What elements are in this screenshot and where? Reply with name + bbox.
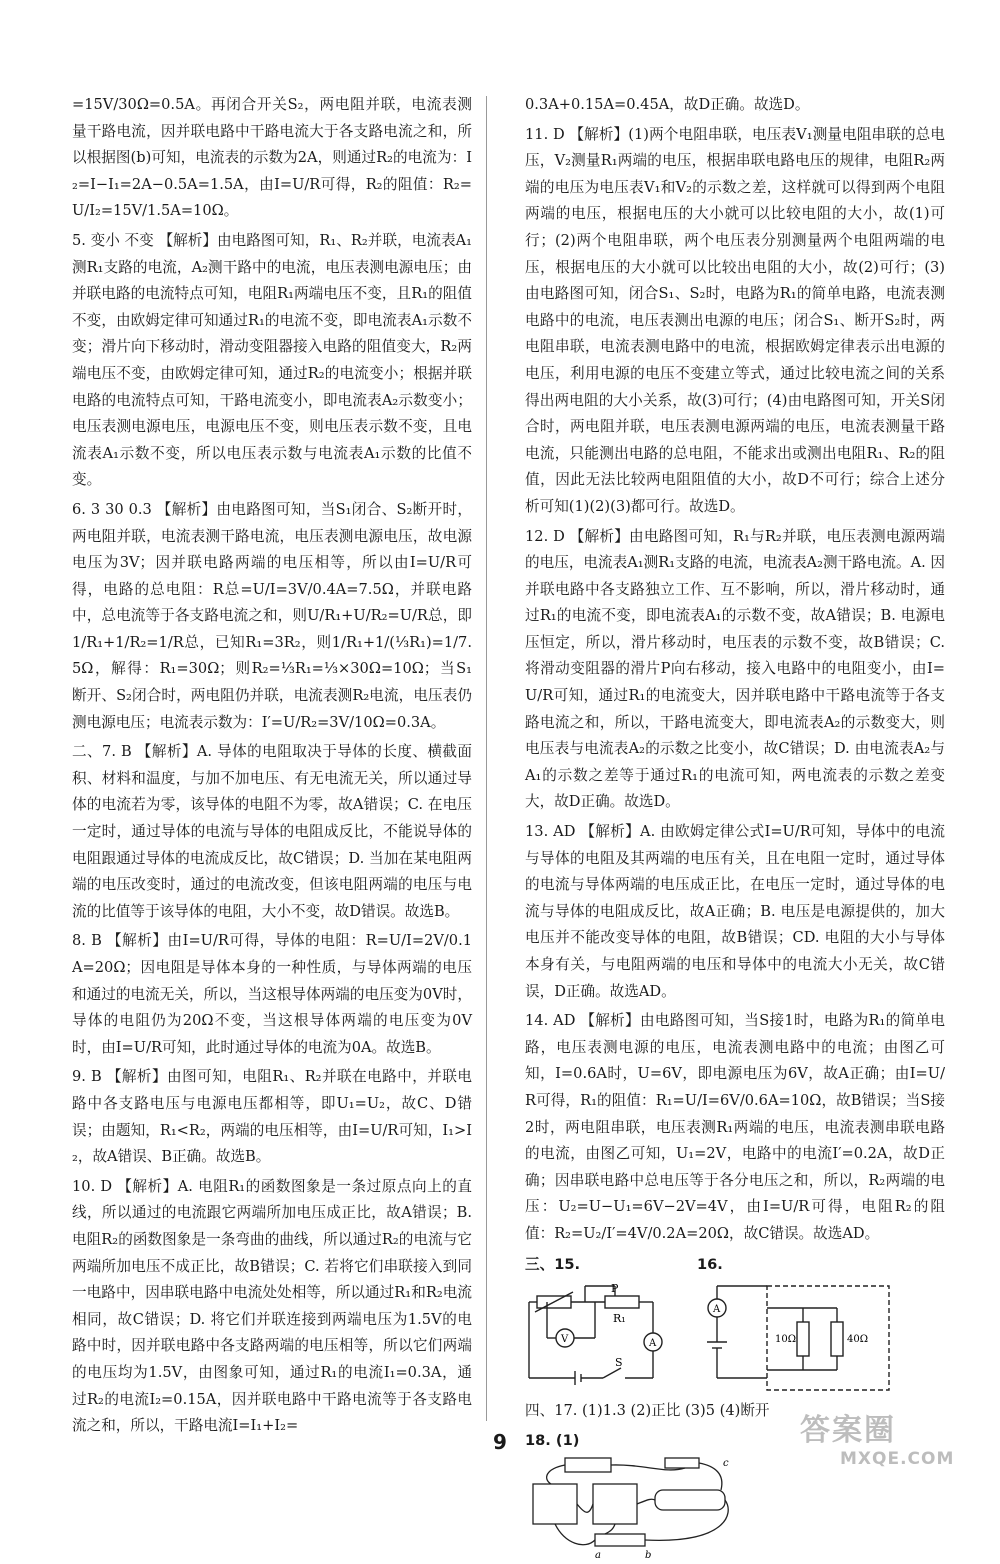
answer-5: 5. 变小 不变 【解析】由电路图可知，R₁、R₂并联，电流表A₁测R₁支路的电流，A₂测干路中的电流，电压表测电源电压；由并联电路的电流特点可知，电阻R₁两端电压不变，且R₁的阻值不变，由欧姆定律可知通过R₁的电流不变，即电流表A₁示数不变；滑片向下移动时，滑动变阻器接入电路的阻值变大，R₂两端电压不变，由欧姆定律可知，通过R₂的电流变小；根据并联电路的电流特点可知，干路电流变小，即电流表A₂示数变小；电压表测电源电压，电源电压不变，则电压表示数不变，且电流表A₁示数不变，所以电压表示数与电流表A₁示数的比值不变。 <box>72 231 472 489</box>
circuit-diagram-15 <box>525 1278 675 1393</box>
circuit-diagram-16 <box>697 1278 897 1398</box>
watermark-site: MXQE.COM <box>840 1449 955 1469</box>
right-column <box>525 92 945 1564</box>
answer-16-label: 16. <box>697 1255 723 1273</box>
switch-device <box>665 1458 699 1468</box>
answer-11: 11. D 【解析】(1)两个电阻串联，电压表V₁测量电阻串联的总电压，V₂测量R₁两端的电压，根据串联电路电压的规律，电阻R₂两端的电压为电压表V₁和V₂的示数之差，这样就可以得到两个电阻两端的电压，根据电压的大小就可以比较电阻的大小，故(1)可行；(2)两个电阻串联，两个电压表分别测量两个电阻两端的电压，根据电压的大小就可以比较出电阻的大小，故(2)可行；(3)由电路图可知，闭合S₁、S₂时，电路为R₁的简单电路，电流表测电路中的电流，电压表测出电源的电压；闭合S₁、断开S₂时，两电阻串联，电流表测电路中的电流，根据欧姆定律表示出电源的电压，利用电源的电压不变建立等式，通过比较电流之间的关系得出两电阻的大小关系，故(3)可行；(4)由电路图可知，开关S闭合时，两电阻并联，电压表测电源两端的电压，电流表测量干路电流，只能测出电路的总电阻，不能求出或测出电阻R₁、R₂的阻值，因此无法比较两电阻阻值的大小，故D不可行；综合上述分析可知(1)(2)(3)都可行。故选D。 <box>525 125 945 515</box>
answer-10-continued: 0.3A+0.15A=0.45A，故D正确。故选D。 <box>525 96 810 113</box>
answer-10: 10. D 【解析】A. 电阻R₁的函数图象是一条过原点向上的直线，所以通过的电流跟它两端所加电压成正比，故A错误；B. 电阻R₂的函数图象是一条弯曲的曲线，所以通过R₂的电流与它两端所加电压不成正比，故B错误；C. 若将它们串联接入到同一电路中，因串联电路中电流处处相等，所以通过R₁和R₂电流相同，故C错误；D. 将它们并联连接到两端电压为1.5V的电路中时，因并联电路中各支路两端的电压相等，所以它们两端的电压均为1.5V，由图象可知，通过R₁的电流I₁=0.3A，通过R₂的电流I₂=0.15A，因并联电路中干路电流等于各支路电流之和，所以，干路电流I=I₁+I₂= <box>72 1177 472 1435</box>
label-s: S <box>615 1356 623 1370</box>
voltmeter-device <box>593 1484 637 1524</box>
answer-12: 12. D 【解析】由电路图可知，R₁与R₂并联，电压表测电源两端的电压，电流表A₁测R₁支路的电流，电流表A₂测干路电流。A. 因并联电路中各支路独立工作、互不影响，所以，滑片移动时，通过R₁的电流不变，即电流表A₁的示数不变，故A错误；B. 电源电压恒定，所以，滑片移动时，电压表的示数不变，故B错误；C. 将滑动变阻器的滑片P向右移动，接入电路中的电阻变小，由I=U/R可知，通过R₁的电流变大，因并联电路中干路电流等于各支路电流之和，所以，干路电流变大，即电流表A₂的示数变大，则电压表与电流表A₂的示数之比变小，故C错误；D. 由电流表A₂与A₁的示数之差等于通过R₁的电流可知，两电流表的示数之差变大，故D正确。故选D。 <box>525 527 945 811</box>
answer-18-label: 18. (1) <box>525 1431 580 1449</box>
answer-14: 14. AD 【解析】由电路图可知，当S接1时，电路为R₁的简单电路，电压表测电源的电压，电流表测电路中的电流；由图乙可知，I=0.6A时，U=6V，即电源电压为6V，故A正确；由I=U/R可得，R₁的阻值：R₁=U/I=6V/0.6A=10Ω，故B错误；当S接2时，两电阻串联，电压表测R₁两端的电压，电流表测串联电路的电流，由图乙可知，U₁=2V，电路中的电流I′=0.2A，故D正确；因串联电路中总电压等于各分电压之和，所以，R₂两端的电压：U₂=U−U₁=6V−2V=4V，由I=U/R可得，电阻R₂的阻值：R₂=U₂/I′=4V/0.2A=20Ω，故C错误。故选AD。 <box>525 1012 945 1242</box>
resistor-r1 <box>605 1296 639 1308</box>
watermark-logo: 答案圈 <box>800 1413 896 1448</box>
resistor-40-ohm <box>831 1322 843 1356</box>
label-b: b <box>645 1550 652 1562</box>
resistor-10-ohm <box>797 1322 809 1356</box>
ammeter-device <box>533 1484 577 1524</box>
page-number: 9 <box>493 1430 507 1454</box>
label-c: c <box>723 1458 729 1470</box>
answer-13: 13. AD 【解析】A. 由欧姆定律公式I=U/R可知，导体中的电流与导体的电阻及其两端的电压有关，且在电阻一定时，通过导体的电流与导体两端的电压成正比，在电压一定时，通过导体的电流与导体的电阻成反比，故A正确；B. 电压是电源提供的，加大电压并不能改变导体的电阻，故B错误；CD. 电阻的大小与导体本身有关，与电阻两端的电压和导体中的电流大小无关，故C错误，D正确。故选AD。 <box>525 823 945 1000</box>
figure-16 <box>697 1252 897 1399</box>
label-a-18: a <box>595 1550 601 1562</box>
answer-6: 6. 3 30 0.3 【解析】由电路图可知，当S₁闭合、S₂断开时，两电阻并联，电流表测干路电流，电压表测电源电压，故电源电压为3V；因并联电路两端的电压相等，所以由I=U/R可得，电路的总电阻：R总=U/I=3V/0.4A=7.5Ω，并联电路中，总电流等于各支路电流之和，则U/R₁+U/R₂=U/R总，即1/R₁+1/R₂=1/R总，已知R₁=3R₂，则1/R₁+1/(⅓R₁)=1/7.5Ω，解得：R₁=30Ω；则R₂=⅓R₁=⅓×30Ω=10Ω；当S₁断开、S₂闭合时，两电阻仍并联，电流表测R₂电流，电压表仍测电源电压；电流表示数为：I′=U/R₂=3V/10Ω=0.3A。 <box>72 500 472 731</box>
column-divider <box>486 96 487 1421</box>
rheostat-device <box>655 1490 725 1510</box>
label-r1: R₁ <box>613 1312 626 1326</box>
battery-pack <box>565 1458 611 1472</box>
figure-15 <box>525 1252 675 1394</box>
label-10-ohm: 10Ω <box>775 1334 797 1346</box>
answer-9: 9. B 【解析】由图可知，电阻R₁、R₂并联在电路中，并联电路中各支路电压与电源电压都相等，即U₁=U₂，故C、D错误；由题知，R₁<R₂，两端的电压相等，由I=U/R可知，I₁>I₂，故A错误、B正确。故选B。 <box>72 1068 472 1166</box>
figures-15-16 <box>525 1252 945 1399</box>
answer-8: 8. B 【解析】由I=U/R可得，导体的电阻：R=U/I=2V/0.1A=20Ω；因电阻是导体本身的一种性质，与导体两端的电压和通过的电流无关，所以，当这根导体两端的电压变为0V时，导体的电阻仍为20Ω不变，当这根导体两端的电压变为0V时，由I=U/R可知，此时通过导体的电流为0A。故选B。 <box>72 932 472 1056</box>
label-a: A <box>649 1338 657 1350</box>
resistor-device <box>595 1534 645 1546</box>
label-40-ohm: 40Ω <box>847 1334 869 1346</box>
answer-17: 四、17. (1)1.3 (2)正比 (3)5 (4)断开 <box>525 1402 770 1420</box>
label-p: P <box>611 1282 619 1296</box>
label-v: V <box>561 1334 569 1346</box>
answer-7: 二、7. B 【解析】A. 导体的电阻取决于导体的长度、横截面积、材料和温度，与加不加电压、有无电流无关，所以通过导体的电流若为零，该导体的电阻不为零，故A错误；C. 在电压一定时，通过导体的电流与导体的电阻成反比，不能说导体的电阻跟通过导体的电流成反比，故C错误；D. 当加在某电阻两端的电压改变时，通过的电流改变，但该电阻两端的电压与电流的比值等于该导体的电阻，大小不变，故D错误。故选B。 <box>72 743 472 920</box>
watermark <box>800 1405 990 1469</box>
answer-4-continued: =15V/30Ω=0.5A。再闭合开关S₂，两电阻并联，电流表测量干路电流，因并联电路中干路电流大于各支路电流之和，所以根据图(b)可知，电流表的示数为2A，则通过R₂的电流为：I₂=I−I₁=2A−0.5A=1.5A，由I=U/R可得，R₂的阻值：R₂=U/I₂=15V/1.5A=10Ω。 <box>72 96 472 220</box>
answer-15-label: 三、15. <box>525 1255 581 1273</box>
left-column <box>72 92 472 1443</box>
label-a-16: A <box>713 1304 721 1316</box>
